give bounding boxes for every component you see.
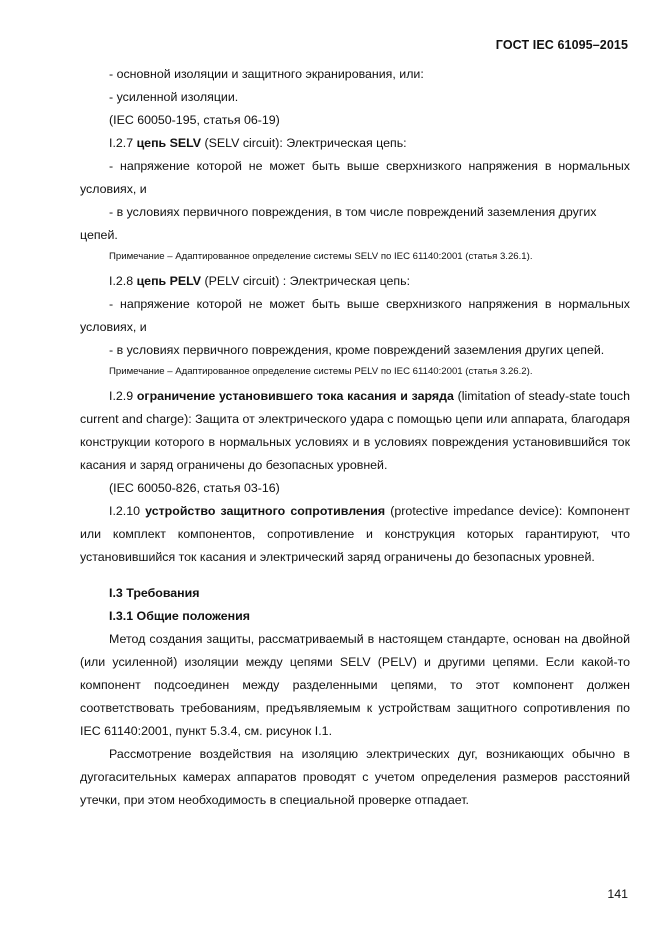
definition-text: (protective impedance device): Компонент или комплект компонентов, сопротивление и конструкция которых гарантируют, что установившийся ток касания и электрический заряд ограничены до безопасных уровней.: [80, 504, 630, 564]
definition-text: (limitation of steady-state touch current and charge): Защита от электрического удара с помощью цепи или аппарата, благодаря конструкции которого в нормальных условиях и в условиях повреждения установившийся ток касания и заряд ограничены до безопасных уровней.: [80, 389, 630, 472]
clause-number: I.2.9: [109, 389, 137, 403]
paragraph: Рассмотрение воздействия на изоляцию электрических дуг, возникающих обычно в дугогасительных камерах аппаратов проводят с учетом определения размеров расстояний утечки, при этом необходимость в специальной проверке отпадает.: [80, 747, 630, 807]
definition-i28: [80, 270, 630, 293]
reference: (IEC 60050-195, статья 06-19): [109, 113, 280, 127]
paragraph: Метод создания защиты, рассматриваемый в настоящем стандарте, основан на двойной (или усиленной) изоляции между цепями SELV (PELV) и другими цепями. Если какой-то компонент подсоединен между разделенными цепями, то этот компонент должен соответствовать требованиям, предъявляемым к устройствам защитного сопротивления по IEC 61140:2001, пункт 5.3.4, см. рисунок I.1.: [80, 632, 630, 738]
section-heading: I.3 Требования: [109, 586, 200, 600]
definition-i29: [80, 385, 630, 477]
list-item: - в условиях первичного повреждения, кроме повреждений заземления других цепей.: [109, 343, 605, 357]
page-number: 141: [607, 887, 628, 901]
term: устройство защитного сопротивления: [145, 504, 386, 518]
term: цепь PELV: [136, 274, 202, 288]
document-header: ГОСТ IEC 61095–2015: [495, 38, 628, 52]
note: Примечание – Адаптированное определение системы SELV по IEC 61140:2001 (статья 3.26.1).: [109, 251, 533, 262]
clause-number: I.2.10: [109, 504, 146, 518]
term: цепь SELV: [136, 136, 202, 150]
list-item: - усиленной изоляции.: [109, 90, 239, 104]
definition-i27: [80, 132, 630, 155]
list-item: - напряжение которой не может быть выше сверхнизкого напряжения в нормальных условиях, и: [80, 159, 630, 196]
list-item: - напряжение которой не может быть выше сверхнизкого напряжения в нормальных условиях, и: [80, 297, 630, 334]
list-item: - в условиях первичного повреждения, в том числе повреждений заземления других цепей.: [80, 205, 597, 242]
note: Примечание – Адаптированное определение системы PELV по IEC 61140:2001 (статья 3.26.2).: [109, 366, 533, 377]
document-body: [80, 63, 630, 812]
definition-text: (SELV circuit): Электрическая цепь:: [201, 136, 407, 150]
subsection-heading: I.3.1 Общие положения: [109, 609, 250, 623]
reference: (IEC 60050-826, статья 03-16): [109, 481, 280, 495]
clause-number: I.2.8: [109, 274, 137, 288]
list-item: - основной изоляции и защитного экранирования, или:: [109, 67, 424, 81]
clause-number: I.2.7: [109, 136, 137, 150]
term: ограничение установившего тока касания и заряда: [136, 389, 454, 403]
definition-text: (PELV circuit) : Электрическая цепь:: [201, 274, 411, 288]
definition-i210: [80, 500, 630, 569]
